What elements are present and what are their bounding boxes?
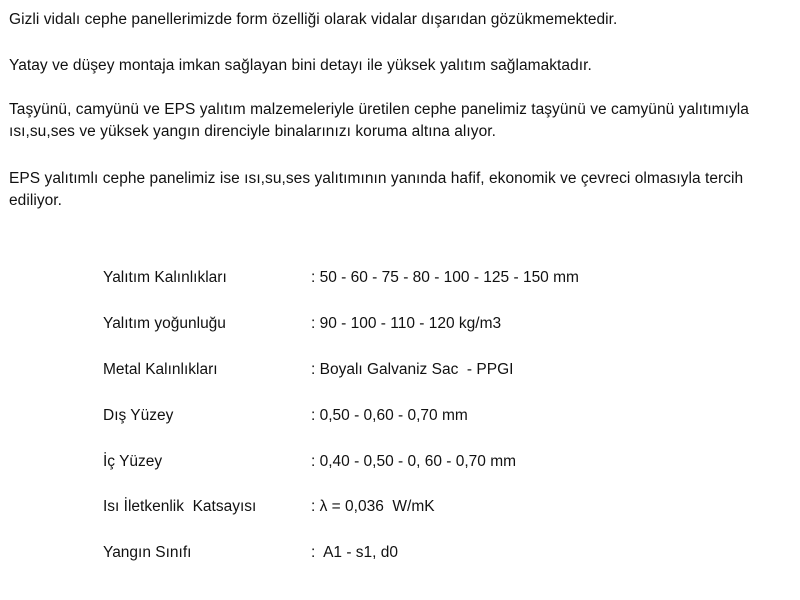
spec-label: Yalıtım yoğunluğu (103, 315, 226, 332)
spec-row-insulation-density (103, 312, 783, 336)
spec-value: : 0,50 - 0,60 - 0,70 mm (311, 407, 468, 424)
paragraph-hidden-screws: Gizli vidalı cephe panellerimizde form özelliği olarak vidalar dışarıdan gözükmemektedir. (9, 11, 618, 28)
spec-label: Metal Kalınlıkları (103, 361, 218, 378)
spec-row-inner-surface (103, 450, 783, 474)
paragraph-insulation-materials: Taşyünü, camyünü ve EPS yalıtım malzemeleriyle üretilen cephe panelimiz taşyünü ve camyünü yalıtımıyla ısı,su,ses ve yüksek yangın direnciyle binalarınızı koruma altına alıyor. (9, 101, 749, 140)
spec-value: : 50 - 60 - 75 - 80 - 100 - 125 - 150 mm (311, 269, 579, 286)
spec-value: : A1 - s1, d0 (311, 544, 399, 561)
spec-row-metal-thickness (103, 358, 783, 382)
spec-row-thermal-conductivity (103, 495, 783, 519)
paragraph-eps-panel: EPS yalıtımlı cephe panelimiz ise ısı,su,ses yalıtımının yanında hafif, ekonomik ve çevreci olmasıyla tercih ediliyor. (9, 170, 744, 209)
spec-label: Dış Yüzey (103, 407, 174, 424)
spec-value: : Boyalı Galvaniz Sac - PPGI (311, 361, 514, 378)
spec-label: Yalıtım Kalınlıkları (103, 269, 227, 286)
spec-row-outer-surface (103, 404, 783, 428)
spec-value: : λ = 0,036 W/mK (311, 498, 435, 515)
spec-table (103, 0, 783, 600)
paragraph-mounting: Yatay ve düşey montaja imkan sağlayan bini detayı ile yüksek yalıtım sağlamaktadır. (9, 57, 592, 74)
spec-row-insulation-thickness (103, 266, 783, 290)
spec-value: : 0,40 - 0,50 - 0, 60 - 0,70 mm (311, 453, 517, 470)
spec-label: İç Yüzey (103, 453, 163, 470)
spec-label: Isı İletkenlik Katsayısı (103, 498, 257, 515)
spec-value: : 90 - 100 - 110 - 120 kg/m3 (311, 315, 502, 332)
spec-label: Yangın Sınıfı (103, 544, 192, 561)
spec-row-fire-class (103, 541, 783, 565)
